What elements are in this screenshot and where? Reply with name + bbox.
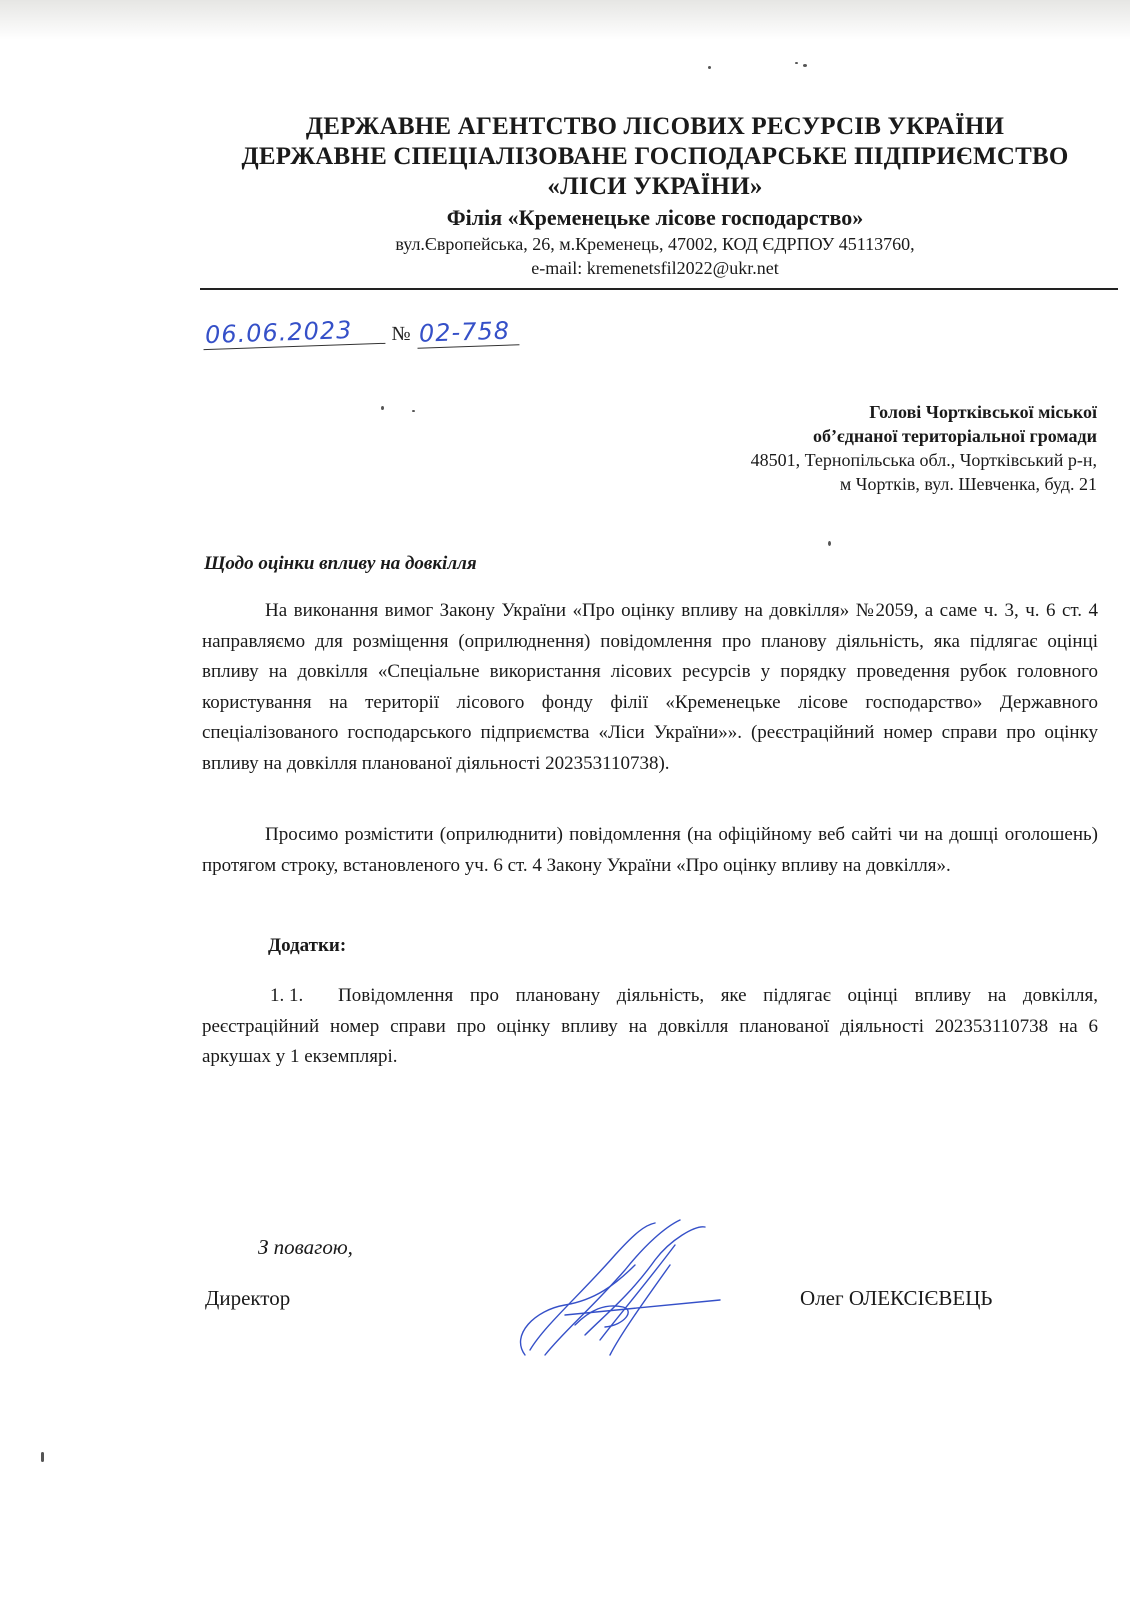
letterhead-divider (200, 288, 1118, 290)
body-paragraph: На виконання вимог Закону України «Про оцінку впливу на довкілля» №2059, а саме ч. 3, ч. 6 ст. 4 направляємо для розміщення (оприлюднення) повідомлення про планову діяльність, яка підлягає оцінці впливу на довкілля «Спеціальне використання лісових ресурсів у порядку проведення рубок головного користування на території лісового фонду філії «Кременецьке лісове господарство» Державного спеціалізованого господарського підприємства «Ліси України»». (реєстраційний номер справи про оцінку впливу на довкілля планованої діяльності 202353110738). (202, 600, 1098, 774)
addressee-address-line: м Чортків, вул. Шевченка, буд. 21 (839, 474, 1097, 494)
branch-email: e-mail: kremenetsfil2022@ukr.net (531, 258, 779, 278)
registration-line (203, 315, 519, 354)
signer-position: Директор (205, 1286, 291, 1310)
addressee-title: Голові Чортківської міської (869, 402, 1097, 422)
addressee-block (600, 400, 1097, 496)
scan-speck (41, 1452, 44, 1462)
annex-item (202, 981, 1098, 1073)
body-paragraph: Просимо розмістити (оприлюднити) повідомлення (на офіційному веб сайті чи на дошці оголошень) протягом строку, встановленого уч. 6 ст. 4 Закону України «Про оцінку впливу на довкілля». (202, 824, 1098, 876)
letterhead (195, 112, 1115, 280)
scan-shadow (0, 0, 1130, 40)
signer-name: Олег ОЛЕКСІЄВЕЦЬ (800, 1286, 993, 1310)
scan-speck (828, 541, 831, 546)
annex-item-text: Повідомлення про плановану діяльність, яке підлягає оцінці впливу на довкілля, реєстраційний номер справи про оцінку впливу на довкілля планованої діяльності 202353110738 на 6 аркушах у 1 екземплярі. (202, 985, 1098, 1067)
scan-speck (381, 406, 384, 410)
scan-speck (412, 410, 415, 412)
letter-subject: Щодо оцінки впливу на довкілля (204, 553, 477, 574)
annex-item-number: 1. 1. (270, 985, 304, 1006)
annex-title: Додатки: (268, 935, 347, 956)
branch-name: Філія «Кременецьке лісове господарство» (446, 205, 864, 230)
addressee-organization: об’єднаної територіальної громади (812, 426, 1097, 446)
branch-address: вул.Європейська, 26, м.Кременець, 47002, КОД ЄДРПОУ 45113760, (395, 234, 915, 254)
registration-date: 06.06.2023 (203, 315, 386, 350)
scan-speck (708, 66, 711, 69)
signature-image (505, 1215, 745, 1365)
scan-speck (803, 64, 807, 67)
scan-speck (795, 62, 798, 64)
enterprise-name: ДЕРЖАВНЕ СПЕЦІАЛІЗОВАНЕ ГОСПОДАРСЬКЕ ПІДПРИЄМСТВО (241, 143, 1069, 170)
registration-number-sign: № (391, 323, 411, 345)
closing-regards: З повагою, (258, 1235, 353, 1259)
agency-name: ДЕРЖАВНЕ АГЕНТСТВО ЛІСОВИХ РЕСУРСІВ УКРАЇНИ (305, 113, 1005, 140)
enterprise-brand: «ЛІСИ УКРАЇНИ» (547, 173, 763, 200)
addressee-address-line: 48501, Тернопільська обл., Чортківський р-н, (750, 450, 1097, 470)
registration-number: 02-758 (417, 316, 520, 349)
